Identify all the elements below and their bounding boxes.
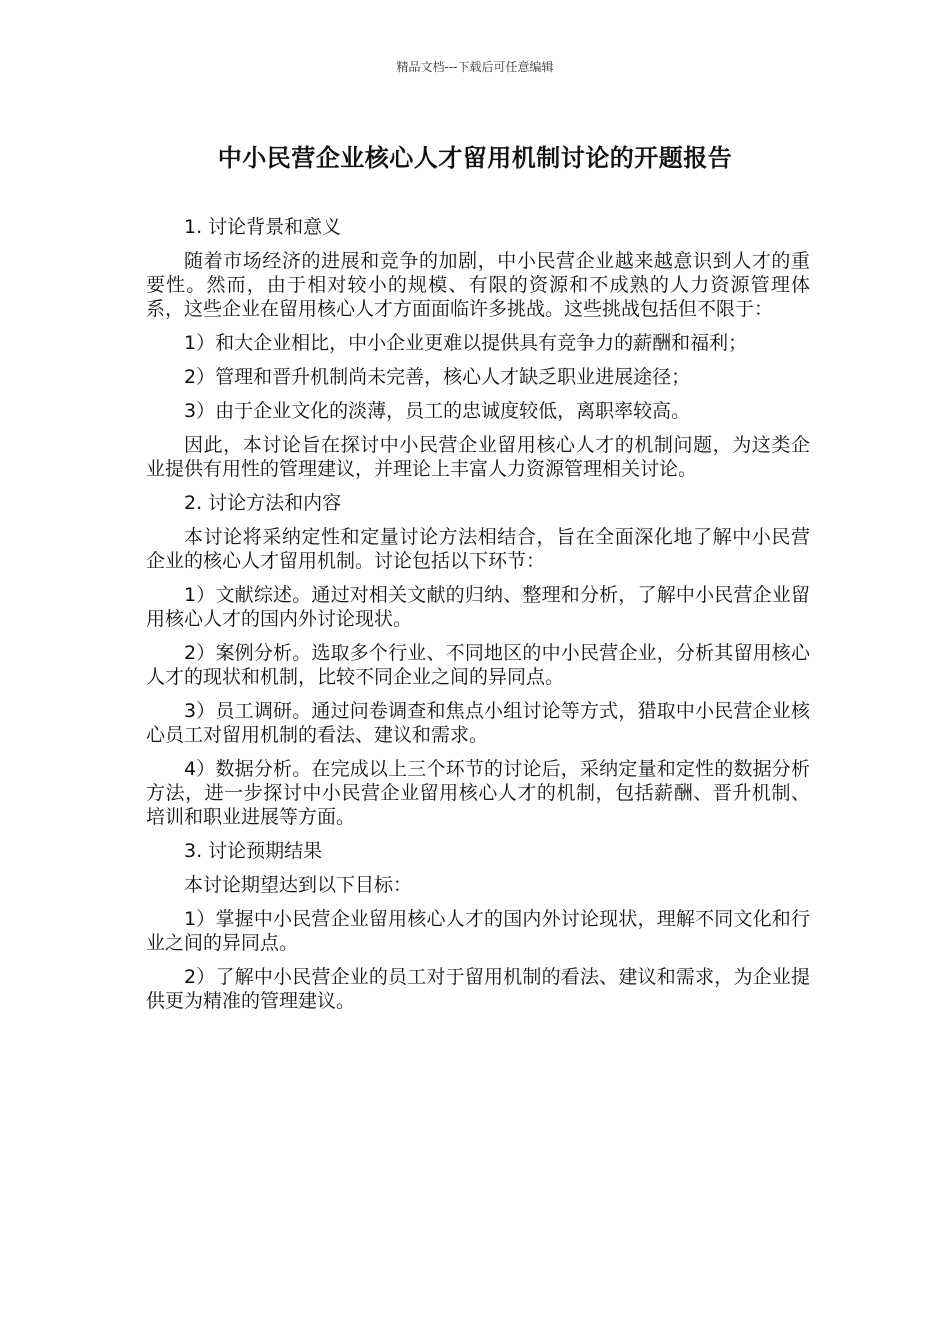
- section-heading-expected-results: 3. 讨论预期结果: [184, 840, 323, 862]
- list-item-method-2: 2）案例分析。选取多个行业、不同地区的中小民营企业，分析其留用核心人才的现状和机制，比较不同企业之间的异同点。: [146, 642, 810, 688]
- list-item-challenge-3: 3）由于企业文化的淡薄，员工的忠诚度较低，离职率较高。: [184, 400, 691, 422]
- header-note: 精品文档---下载后可任意编辑: [396, 60, 554, 74]
- paragraph-goals-intro: 本讨论期望达到以下目标：: [184, 874, 413, 896]
- section-heading-background: 1. 讨论背景和意义: [184, 216, 342, 238]
- list-item-method-4: 4）数据分析。在完成以上三个环节的讨论后，采纳定量和定性的数据分析方法，进一步探讨中小民营企业留用核心人才的机制，包括薪酬、晋升机制、培训和职业进展等方面。: [146, 758, 810, 828]
- list-item-challenge-1: 1）和大企业相比，中小企业更难以提供具有竞争力的薪酬和福利；: [184, 332, 748, 354]
- list-item-goal-1: 1）掌握中小民营企业留用核心人才的国内外讨论现状，理解不同文化和行业之间的异同点。: [146, 908, 810, 954]
- paragraph-background-intro: 随着市场经济的进展和竞争的加剧，中小民营企业越来越意识到人才的重要性。然而，由于相对较小的规模、有限的资源和不成熟的人力资源管理体系，这些企业在留用核心人才方面面临许多挑战。这些挑战包括但不限于：: [146, 250, 810, 320]
- paragraph-purpose: 因此，本讨论旨在探讨中小民营企业留用核心人才的机制问题，为这类企业提供有用性的管理建议，并理论上丰富人力资源管理相关讨论。: [146, 434, 810, 480]
- paragraph-methods-intro: 本讨论将采纳定性和定量讨论方法相结合，旨在全面深化地了解中小民营企业的核心人才留用机制。讨论包括以下环节：: [146, 526, 810, 572]
- list-item-challenge-2: 2）管理和晋升机制尚未完善，核心人才缺乏职业进展途径；: [184, 366, 691, 388]
- list-item-method-3: 3）员工调研。通过问卷调查和焦点小组讨论等方式，猎取中小民营企业核心员工对留用机制的看法、建议和需求。: [146, 700, 810, 746]
- section-heading-methods: 2. 讨论方法和内容: [184, 492, 342, 514]
- list-item-method-1: 1）文献综述。通过对相关文献的归纳、整理和分析，了解中小民营企业留用核心人才的国内外讨论现状。: [146, 584, 810, 630]
- list-item-goal-2: 2）了解中小民营企业的员工对于留用机制的看法、建议和需求，为企业提供更为精准的管理建议。: [146, 966, 810, 1012]
- document-title: 中小民营企业核心人才留用机制讨论的开题报告: [217, 144, 733, 172]
- document-body: [146, 215, 810, 1023]
